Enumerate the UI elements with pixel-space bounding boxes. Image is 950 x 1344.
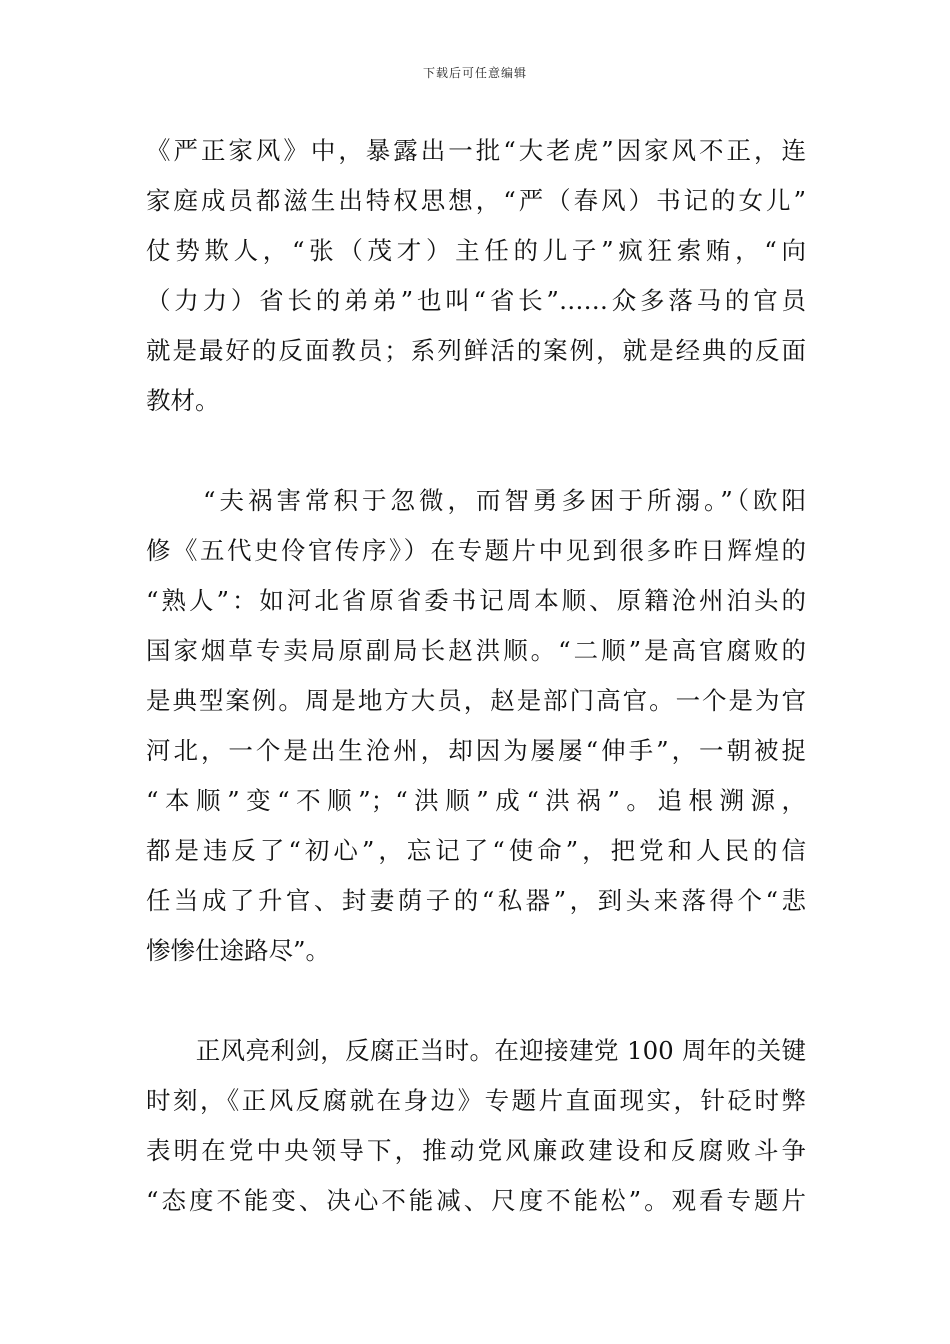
- text-line: “熟人”：如河北省原省委书记周本顺、原籍沧州泊头的: [146, 586, 806, 615]
- text-line: 国家烟草专卖局原副局长赵洪顺。“二顺”是高官腐败的: [146, 636, 806, 665]
- text-line: “态度不能变、决心不能减、尺度不能松”。观看专题片: [146, 1186, 806, 1215]
- text-line: 任当成了升官、封妻荫子的“私器”，到头来落得个“悲: [146, 886, 806, 915]
- text-line: 《严正家风》中，暴露出一批“大老虎”因家风不正，连: [146, 136, 806, 165]
- text-line: 就是最好的反面教员；系列鲜活的案例，就是经典的反面: [146, 336, 806, 365]
- paragraph-gap: [146, 426, 806, 476]
- page-header: 下载后可任意编辑: [422, 66, 527, 80]
- text-line: 惨惨仕途路尽”。: [146, 936, 331, 965]
- text-line: 是典型案例。周是地方大员，赵是部门高官。一个是为官: [146, 686, 806, 715]
- text-line: 表明在党中央领导下，推动党风廉政建设和反腐败斗争: [146, 1136, 806, 1165]
- text-line: （力力）省长的弟弟”也叫“省长”……众多落马的官员: [146, 286, 806, 315]
- text-line: “夫祸害常积于忽微，而智勇多困于所溺。”（欧阳: [146, 486, 806, 515]
- text-line: 教材。: [146, 386, 220, 415]
- text-line: 家庭成员都滋生出特权思想，“严（春风）书记的女儿”: [146, 186, 806, 215]
- text-line: “本顺”变“不顺”；“洪顺”成“洪祸”。追根溯源，: [146, 786, 806, 815]
- paragraph-2: [146, 476, 806, 976]
- text-line: 仗势欺人，“张（茂才）主任的儿子”疯狂索贿，“向: [146, 236, 806, 265]
- text-line: 都是违反了“初心”，忘记了“使命”，把党和人民的信: [146, 836, 806, 865]
- paragraph-3: [146, 1026, 806, 1226]
- paragraph-gap: [146, 976, 806, 1026]
- document-body: [146, 126, 806, 1226]
- text-line: 修《五代史伶官传序》）在专题片中见到很多昨日辉煌的: [146, 536, 806, 565]
- text-line: 时刻，《正风反腐就在身边》专题片直面现实，针砭时弊: [146, 1086, 806, 1115]
- text-line: 河北，一个是出生沧州，却因为屡屡“伸手”，一朝被捉: [146, 736, 806, 765]
- paragraph-1: [146, 126, 806, 426]
- text-line: 正风亮利剑，反腐正当时。在迎接建党 100 周年的关键: [146, 1036, 806, 1065]
